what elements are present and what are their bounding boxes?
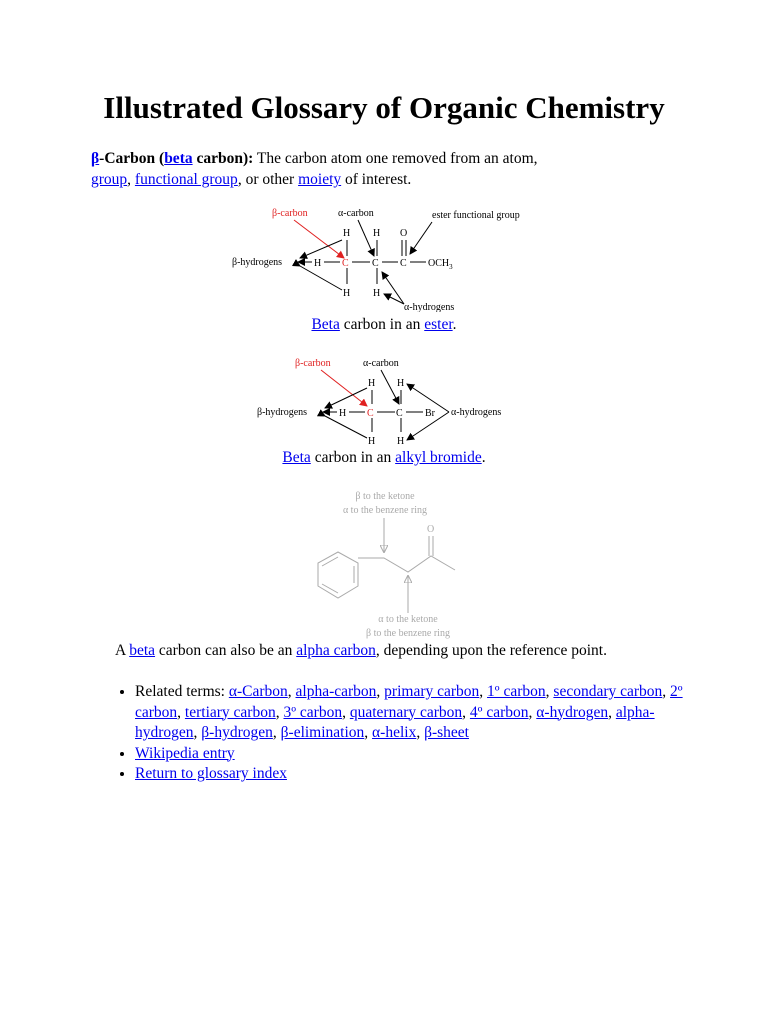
atom-h: H (397, 378, 405, 389)
caption-text: carbon in an (310, 449, 396, 466)
page-title: Illustrated Glossary of Organic Chemistry (103, 90, 665, 125)
beta-link[interactable]: Beta (282, 449, 311, 466)
related-term-link[interactable]: alpha-hydrogen (135, 703, 655, 741)
list-item (135, 744, 695, 765)
related-links-list (110, 682, 695, 785)
separator: , (364, 724, 373, 741)
beta-hydrogens-label: β-hydrogens (232, 257, 283, 268)
separator: , (177, 703, 185, 721)
group-link[interactable]: group (91, 171, 128, 188)
related-term-link[interactable]: β-hydrogen (201, 724, 273, 741)
separator: , (662, 683, 671, 700)
related-term-link[interactable]: quaternary carbon (349, 703, 463, 721)
atom-h: H (343, 228, 351, 239)
top-label-line1: β to the ketone (355, 491, 415, 502)
caption-alkyl-bromide (0, 449, 768, 467)
alpha-carbon-label: α-carbon (338, 208, 374, 219)
ester-label: ester functional group (432, 210, 520, 221)
bottom-label-line1: α to the ketone (378, 614, 438, 625)
para-text: A (115, 642, 130, 659)
separator: , (127, 171, 135, 188)
atom-h: H (339, 408, 347, 419)
related-term-link[interactable]: 1º carbon (487, 683, 546, 700)
atom-c-alpha: C (372, 258, 379, 269)
related-term-link[interactable]: β-elimination (280, 724, 365, 741)
beta-carbon-label: β-carbon (272, 208, 308, 219)
atom-o: O (427, 524, 435, 535)
related-term-link[interactable]: tertiary carbon (184, 703, 276, 721)
alkyl-bromide-structure-figure (255, 352, 525, 448)
separator: , or other (237, 171, 299, 188)
caption-text: carbon in an (339, 316, 425, 333)
atom-h: H (373, 228, 381, 239)
alkyl-bromide-link[interactable]: alkyl bromide (395, 449, 482, 466)
separator: , (275, 703, 284, 721)
atom-h: H (368, 378, 376, 389)
related-term-link[interactable]: α-helix (372, 724, 417, 741)
beta-word-link[interactable]: beta (164, 150, 193, 167)
alpha-hydrogens-label: α-hydrogens (404, 302, 455, 312)
related-term-link[interactable]: secondary carbon (553, 683, 663, 700)
separator: , (608, 703, 616, 721)
functional-group-link[interactable]: functional group (134, 171, 238, 188)
och3-group: $OCH_3$ (428, 258, 453, 271)
caption-ester (0, 316, 768, 334)
separator: , (416, 724, 425, 741)
alpha-carbon-label: α-carbon (363, 358, 399, 369)
related-term-link[interactable]: 3º carbon (283, 703, 343, 721)
related-term-link[interactable]: α-hydrogen (536, 703, 609, 721)
list-item (135, 764, 695, 785)
beta-link[interactable]: beta (129, 642, 156, 659)
related-term-link[interactable]: 4º carbon (469, 703, 529, 721)
related-term-link[interactable]: 2º carbon (135, 683, 683, 721)
para-text: , depending upon the reference point. (375, 642, 607, 659)
moiety-link[interactable]: moiety (298, 171, 342, 188)
separator: , (272, 724, 281, 741)
related-term-link[interactable]: α-Carbon (228, 683, 288, 700)
beta-carbon-label: β-carbon (295, 358, 331, 369)
ester-link[interactable]: ester (424, 316, 453, 333)
return-to-index-link[interactable]: Return to glossary index (135, 765, 287, 782)
atom-o: O (400, 228, 408, 239)
caption-end: . (452, 316, 457, 333)
atom-c-alpha: C (396, 408, 403, 419)
term-mid: -Carbon ( (99, 150, 165, 167)
atom-h: H (373, 288, 381, 299)
top-label-line2: α to the benzene ring (342, 505, 428, 516)
definition-text: The carbon atom one removed from an atom, (253, 150, 538, 167)
separator: , (287, 683, 296, 700)
separator: , (479, 683, 488, 700)
separator: , (528, 703, 537, 721)
related-terms-item (135, 682, 695, 744)
beta-symbol-link[interactable]: β (91, 150, 100, 167)
term-end: carbon): (192, 150, 254, 167)
related-term-link[interactable]: β-sheet (424, 724, 469, 741)
separator: , (193, 724, 202, 741)
atom-h: H (343, 288, 351, 299)
caption-end: . (481, 449, 486, 466)
alpha-carbon-link[interactable]: alpha carbon (296, 642, 376, 659)
separator: , (545, 683, 554, 700)
definition-end: of interest. (341, 171, 412, 188)
atom-h: H (314, 258, 322, 269)
separator: , (462, 703, 470, 721)
related-term-link[interactable]: alpha-carbon (295, 683, 377, 700)
atom-h: H (368, 436, 376, 447)
related-terms-label: Related terms: (135, 683, 229, 700)
beta-link[interactable]: Beta (311, 316, 340, 333)
reference-point-paragraph (115, 642, 607, 660)
related-term-link[interactable]: primary carbon (384, 683, 480, 700)
atom-c-beta: C (342, 258, 349, 269)
bottom-label-line2: β to the benzene ring (366, 628, 450, 639)
atom-c-beta: C (367, 408, 374, 419)
separator: , (342, 703, 350, 721)
para-text: carbon can also be an (155, 642, 297, 659)
atom-h: H (397, 436, 405, 447)
wikipedia-link[interactable]: Wikipedia entry (135, 744, 235, 762)
ketone-benzene-figure (300, 488, 470, 640)
ester-structure-figure (228, 200, 548, 312)
alpha-hydrogens-label: α-hydrogens (451, 407, 502, 418)
separator: , (376, 683, 385, 700)
definition (91, 148, 561, 190)
beta-hydrogens-label: β-hydrogens (257, 407, 308, 418)
atom-br: Br (425, 408, 435, 419)
atom-c-carbonyl: C (400, 258, 407, 269)
